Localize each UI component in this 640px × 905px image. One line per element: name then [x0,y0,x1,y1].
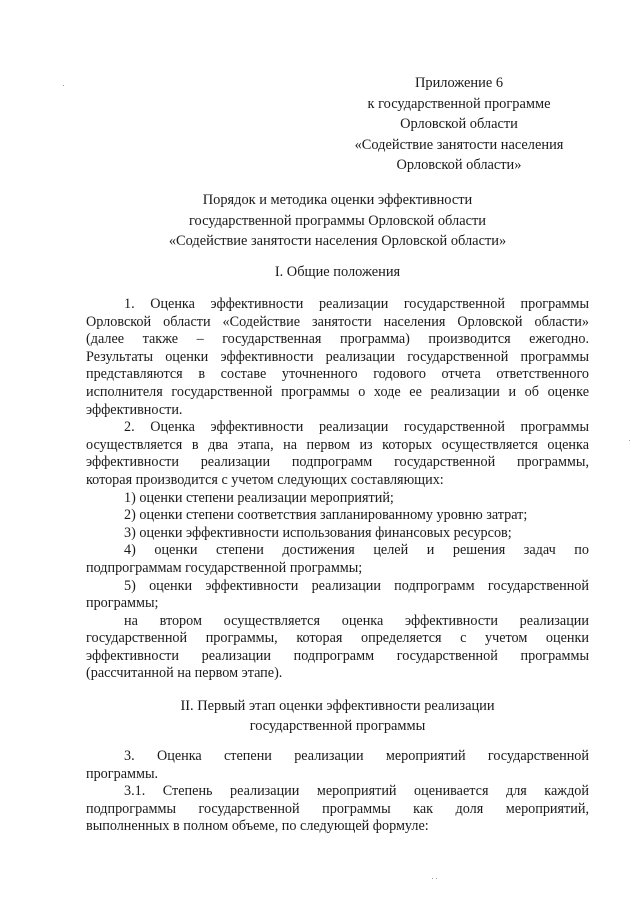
scan-speck [63,85,64,86]
paragraph-line: осуществляется в два этапа, на первом из которых осуществляется оценка [86,436,589,453]
list-item: 3) оценки эффективности использования финансовых ресурсов; [124,524,512,541]
section-2-body [86,748,589,836]
paragraph-line: программы. [86,765,159,782]
appendix-line: к государственной программе [367,95,551,112]
paragraph-line: (далее также – государственная программа) производится ежегодно. [86,331,589,348]
appendix-header [330,73,588,176]
paragraph-line: подпрограммы государственной программы как доля мероприятий, [86,800,589,817]
paragraph-line: эффективности реализации подпрограмм государственной программы [86,647,589,664]
paragraph-line: которая производится с учетом следующих составляющих: [86,471,444,488]
section-heading-text: I. Общие положения [274,264,401,280]
paragraph-line: Результаты оценки эффективности реализации государственной программы [86,348,589,365]
paragraph-line: государственной программы, которая определяется с учетом оценки [86,630,589,647]
paragraph-line: 3. Оценка степени реализации мероприятий государственной [124,748,589,764]
paragraph-line: 1. Оценка эффективности реализации государственной программы [124,296,589,312]
list-item: 5) оценки эффективности реализации подпрограмм государственной [124,577,589,594]
list-item: 4) оценки степени достижения целей и решения задач по [124,542,589,559]
paragraph-line: эффективности реализации подпрограмм государственной программы, [86,454,589,471]
section-heading-text: II. Первый этап оценки эффективности реализации [180,698,495,714]
paragraph-line: представляются в составе уточненного годового отчета ответственного [86,366,589,383]
section-heading-text: государственной программы [249,718,426,734]
section-heading-2 [86,696,589,736]
paragraph-line: 3.1. Степень реализации мероприятий оценивается для каждой [124,783,589,800]
appendix-line: Орловской области» [396,157,522,173]
list-item-continuation: подпрограммам государственной программы; [86,559,363,576]
title-line: Порядок и методика оценки эффективности [202,192,473,208]
section-heading-1 [86,262,589,282]
appendix-line: Приложение 6 [414,75,504,91]
paragraph-line: выполненных в полном объеме, по следующей формуле: [86,818,429,835]
list-item-continuation: программы; [86,595,159,612]
paragraph-line: (рассчитанной на первом этапе). [86,665,283,682]
section-1-body [86,296,589,683]
scan-speck [432,878,433,879]
scan-speck [629,440,630,441]
document-title [86,190,589,252]
paragraph-line: Орловской области «Содействие занятости населения Орловской области» [86,313,589,330]
title-line: государственной программы Орловской области [189,212,486,229]
paragraph-line: на втором осуществляется оценка эффективности реализации [124,612,589,629]
paragraph-line: эффективности. [86,401,183,418]
list-item: 1) оценки степени реализации мероприятий; [124,489,394,506]
appendix-line: «Содействие занятости населения [354,136,564,153]
list-item: 2) оценки степени соответствия запланированному уровню затрат; [124,507,528,524]
title-line: «Содействие занятости населения Орловской области» [168,233,507,249]
paragraph-line: 2. Оценка эффективности реализации государственной программы [124,419,589,436]
scan-speck [436,878,437,879]
appendix-line: Орловской области [400,116,518,132]
paragraph-line: исполнителя государственной программы о ходе ее реализации и об оценке [86,383,589,400]
